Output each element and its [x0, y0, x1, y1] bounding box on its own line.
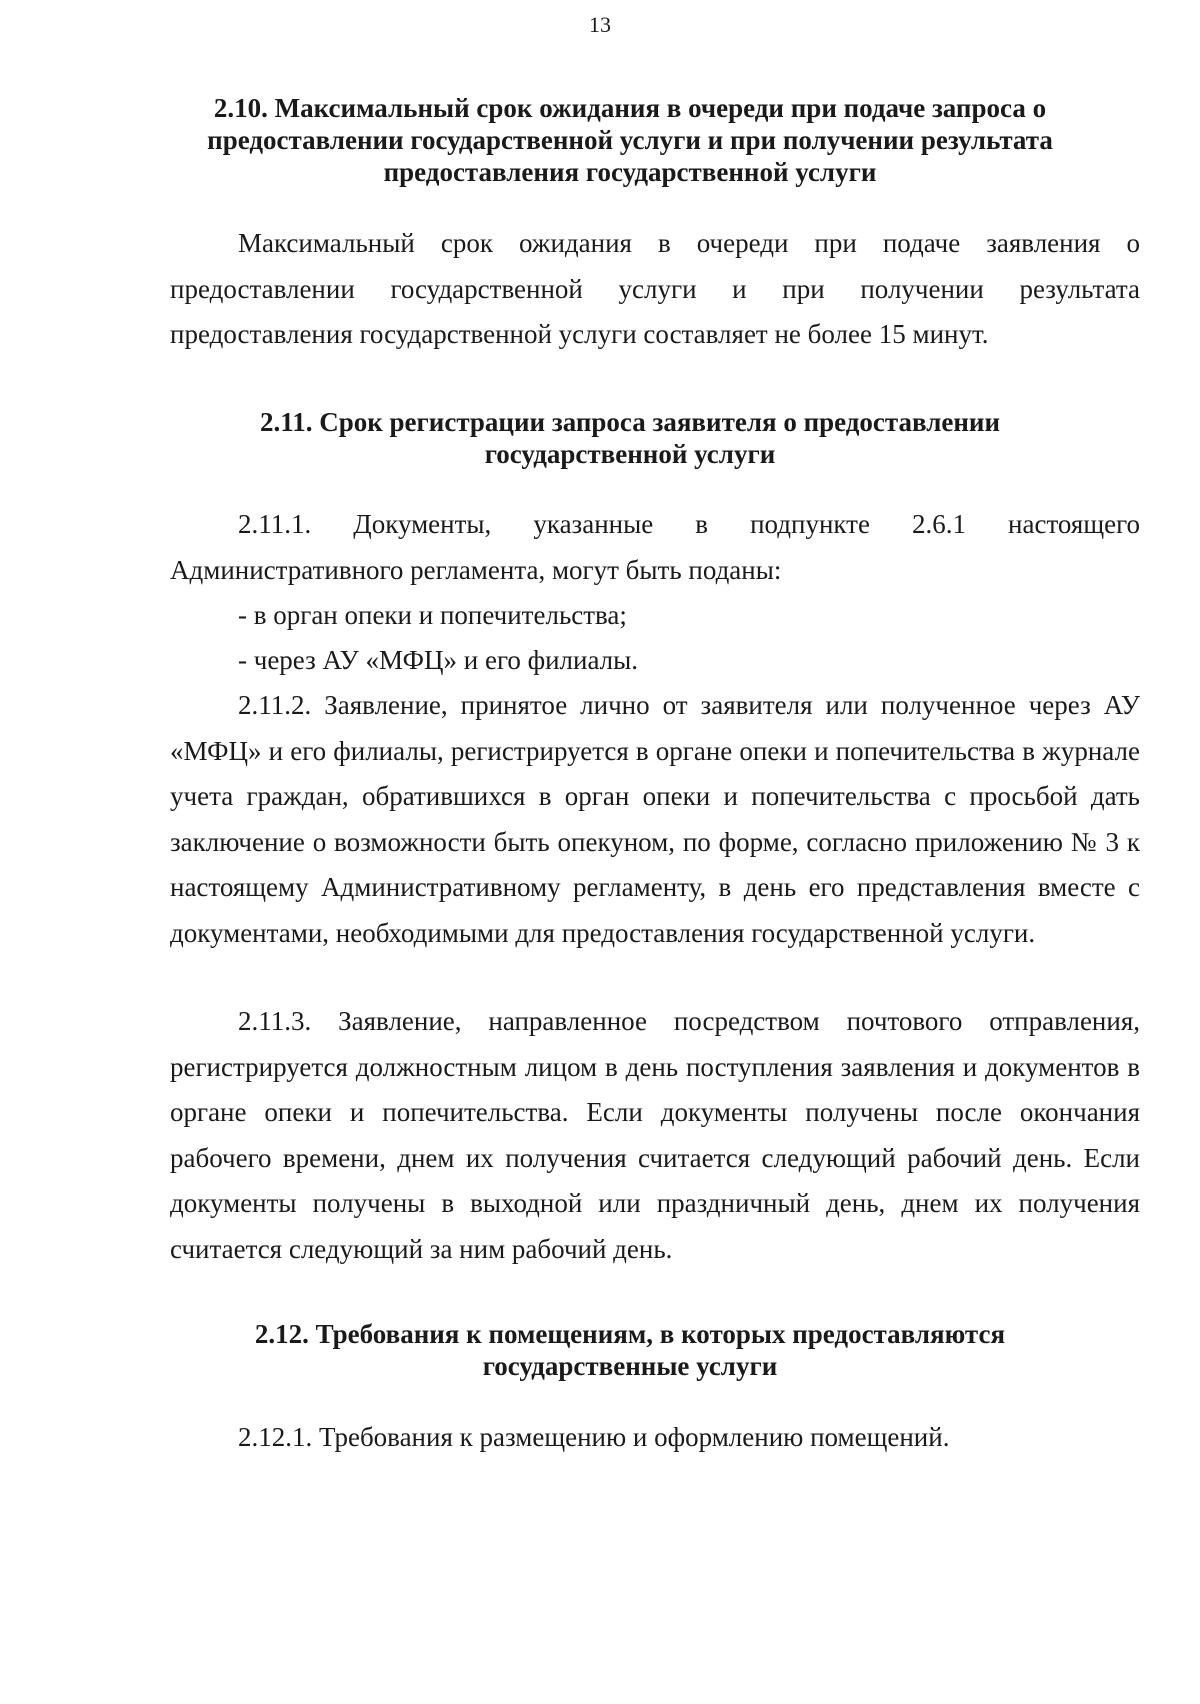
list-item-guardianship-authority: - в орган опеки и попечительства;: [238, 600, 627, 630]
heading-line: 2.12. Требования к помещениям, в которых предоставляются: [254, 1319, 1006, 1349]
paragraph-2-11-3: 2.11.3. Заявление, направленное посредством почтового отправления, регистрируется должностным лицом в день поступления заявления и документов в органе опеки и попечительства. Если документы получены после окончания рабочего времени, днем их получения считается следующий рабочий день. Если документы получены в выходной или праздничный день, днем их получения считается следующий за ним рабочий день.: [170, 1006, 1140, 1264]
section-2-12-heading: [170, 1318, 1090, 1382]
heading-line: государственные услуги: [482, 1351, 778, 1381]
paragraph-2-12-1: 2.12.1. Требования к размещению и оформлению помещений.: [238, 1422, 950, 1452]
heading-line: 2.10. Максимальный срок ожидания в очереди при подаче запроса о: [213, 93, 1047, 123]
heading-line: предоставлении государственной услуги и при получении результата: [207, 125, 1053, 155]
heading-line: предоставления государственной услуги: [383, 157, 877, 187]
paragraph-2-11-2: 2.11.2. Заявление, принятое лично от заявителя или полученное через АУ «МФЦ» и его филиалы, регистрируется в органе опеки и попечительства в журнале учета граждан, обратившихся в орган опеки и попечительства с просьбой дать заключение о возможности быть опекуном, по форме, согласно приложению № 3 к настоящему Административному регламенту, в день его представления вместе с документами, необходимыми для предоставления государственной услуги.: [170, 690, 1140, 948]
heading-line: государственной услуги: [484, 439, 776, 469]
heading-line: 2.11. Срок регистрации запроса заявителя о предоставлении: [259, 407, 1001, 437]
section-2-11-heading: [170, 406, 1090, 470]
list-item-mfc: - через АУ «МФЦ» и его филиалы.: [238, 645, 639, 675]
section-2-10-paragraph: Максимальный срок ожидания в очереди при подаче заявления о предоставлении государственной услуги и при получении результата предоставления государственной услуги составляет не более 15 минут.: [170, 228, 1140, 349]
section-2-10-heading: [170, 92, 1090, 188]
paragraph-2-11-1: 2.11.1. Документы, указанные в подпункте 2.6.1 настоящего Административного регламента, могут быть поданы:: [170, 509, 1140, 585]
page-number: 13: [589, 12, 611, 37]
